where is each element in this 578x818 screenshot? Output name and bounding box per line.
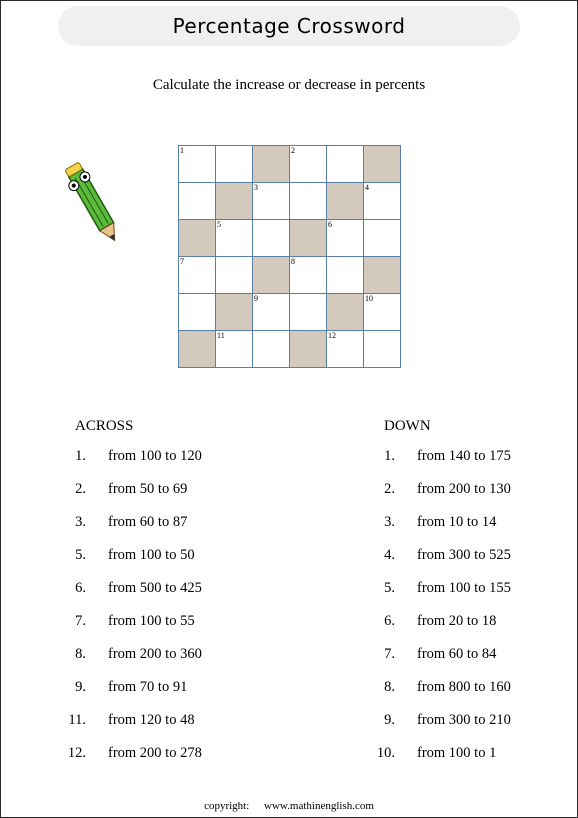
cell-number: 8 bbox=[291, 257, 295, 266]
grid-cell[interactable] bbox=[290, 294, 327, 331]
clue-text: from 800 to 160 bbox=[417, 679, 511, 695]
grid-cell-blocked bbox=[179, 331, 216, 368]
grid-cell[interactable] bbox=[216, 146, 253, 183]
clue-number: 8. bbox=[384, 679, 395, 695]
grid-row bbox=[179, 146, 401, 183]
clue-number: 9. bbox=[75, 679, 86, 695]
grid-cell-blocked bbox=[216, 294, 253, 331]
clue-text: from 200 to 360 bbox=[108, 646, 202, 662]
grid-cell[interactable] bbox=[290, 183, 327, 220]
grid-cell[interactable] bbox=[179, 257, 216, 294]
title-banner bbox=[58, 6, 520, 46]
pencil-mascot-icon bbox=[56, 158, 126, 258]
clue-text: from 300 to 210 bbox=[417, 712, 511, 728]
cell-number: 9 bbox=[254, 294, 258, 303]
clue-number: 1. bbox=[384, 448, 395, 464]
grid-cell[interactable] bbox=[216, 220, 253, 257]
clue-text: from 60 to 87 bbox=[108, 514, 188, 530]
cell-number: 5 bbox=[217, 220, 221, 229]
instructions: Calculate the increase or decrease in percents bbox=[152, 77, 426, 93]
crossword-grid bbox=[178, 145, 401, 368]
grid-cell[interactable] bbox=[290, 257, 327, 294]
grid-cell-blocked bbox=[253, 257, 290, 294]
clue-text: from 100 to 120 bbox=[108, 448, 202, 464]
clue-text: from 200 to 130 bbox=[417, 481, 511, 497]
grid-cell[interactable] bbox=[179, 146, 216, 183]
grid-cell[interactable] bbox=[179, 294, 216, 331]
grid-cell[interactable] bbox=[327, 220, 364, 257]
down-heading: DOWN bbox=[384, 418, 431, 434]
clue-number: 2. bbox=[75, 481, 86, 497]
clue-text: from 50 to 69 bbox=[108, 481, 188, 497]
grid-cell[interactable] bbox=[216, 257, 253, 294]
grid-cell[interactable] bbox=[364, 331, 401, 368]
clue-text: from 70 to 91 bbox=[108, 679, 188, 695]
grid-cell[interactable] bbox=[364, 220, 401, 257]
grid-cell[interactable] bbox=[327, 331, 364, 368]
grid-row bbox=[179, 257, 401, 294]
clue-text: from 500 to 425 bbox=[108, 580, 202, 596]
grid-cell[interactable] bbox=[253, 294, 290, 331]
clue-text: from 140 to 175 bbox=[417, 448, 511, 464]
cell-number: 3 bbox=[254, 183, 258, 192]
clue-number: 6. bbox=[384, 613, 395, 629]
across-heading: ACROSS bbox=[75, 418, 134, 434]
grid-cell-blocked bbox=[364, 257, 401, 294]
grid-cell[interactable] bbox=[327, 257, 364, 294]
clue-number: 4. bbox=[384, 547, 395, 563]
clue-text: from 100 to 155 bbox=[417, 580, 511, 596]
grid-cell-blocked bbox=[327, 294, 364, 331]
clue-number: 1. bbox=[75, 448, 86, 464]
cell-number: 10 bbox=[365, 294, 373, 303]
grid-cell[interactable] bbox=[364, 183, 401, 220]
clue-number: 10. bbox=[376, 745, 395, 761]
grid-cell[interactable] bbox=[327, 146, 364, 183]
clue-text: from 100 to 50 bbox=[108, 547, 195, 563]
cell-number: 2 bbox=[291, 146, 295, 155]
grid-cell-blocked bbox=[327, 183, 364, 220]
grid-cell[interactable] bbox=[290, 146, 327, 183]
grid-cell-blocked bbox=[216, 183, 253, 220]
grid-cell-blocked bbox=[290, 220, 327, 257]
clue-number: 7. bbox=[384, 646, 395, 662]
cell-number: 11 bbox=[217, 331, 225, 340]
grid-row bbox=[179, 294, 401, 331]
clue-number: 3. bbox=[75, 514, 86, 530]
cell-number: 6 bbox=[328, 220, 332, 229]
grid-cell[interactable] bbox=[253, 331, 290, 368]
website-link[interactable]: www.mathinenglish.com bbox=[264, 800, 374, 812]
clue-number: 9. bbox=[384, 712, 395, 728]
grid-cell[interactable] bbox=[179, 183, 216, 220]
clue-text: from 100 to 1 bbox=[417, 745, 497, 761]
grid-cell-blocked bbox=[179, 220, 216, 257]
cell-number: 1 bbox=[180, 146, 184, 155]
clue-number: 11. bbox=[68, 712, 86, 728]
grid-cell[interactable] bbox=[253, 220, 290, 257]
page-title: Percentage Crossword bbox=[172, 14, 406, 38]
clue-text: from 60 to 84 bbox=[417, 646, 497, 662]
clue-text: from 20 to 18 bbox=[417, 613, 497, 629]
copyright-label: copyright: bbox=[204, 800, 250, 812]
grid-cell[interactable] bbox=[216, 331, 253, 368]
grid-cell[interactable] bbox=[253, 183, 290, 220]
grid-cell-blocked bbox=[290, 331, 327, 368]
clue-number: 2. bbox=[384, 481, 395, 497]
clue-number: 12. bbox=[67, 745, 86, 761]
cell-number: 12 bbox=[328, 331, 336, 340]
clue-text: from 10 to 14 bbox=[417, 514, 497, 530]
clue-number: 3. bbox=[384, 514, 395, 530]
grid-cell-blocked bbox=[253, 146, 290, 183]
footer bbox=[0, 800, 578, 812]
grid-row bbox=[179, 331, 401, 368]
grid-cell-blocked bbox=[364, 146, 401, 183]
clue-text: from 300 to 525 bbox=[417, 547, 511, 563]
cell-number: 7 bbox=[180, 257, 184, 266]
grid-cell[interactable] bbox=[364, 294, 401, 331]
grid-row bbox=[179, 183, 401, 220]
clue-number: 7. bbox=[75, 613, 86, 629]
clue-number: 5. bbox=[384, 580, 395, 596]
clue-number: 5. bbox=[75, 547, 86, 563]
clue-number: 6. bbox=[75, 580, 86, 596]
clue-text: from 100 to 55 bbox=[108, 613, 195, 629]
cell-number: 4 bbox=[365, 183, 369, 192]
clue-text: from 200 to 278 bbox=[108, 745, 202, 761]
clue-number: 8. bbox=[75, 646, 86, 662]
clue-text: from 120 to 48 bbox=[108, 712, 195, 728]
grid-row bbox=[179, 220, 401, 257]
